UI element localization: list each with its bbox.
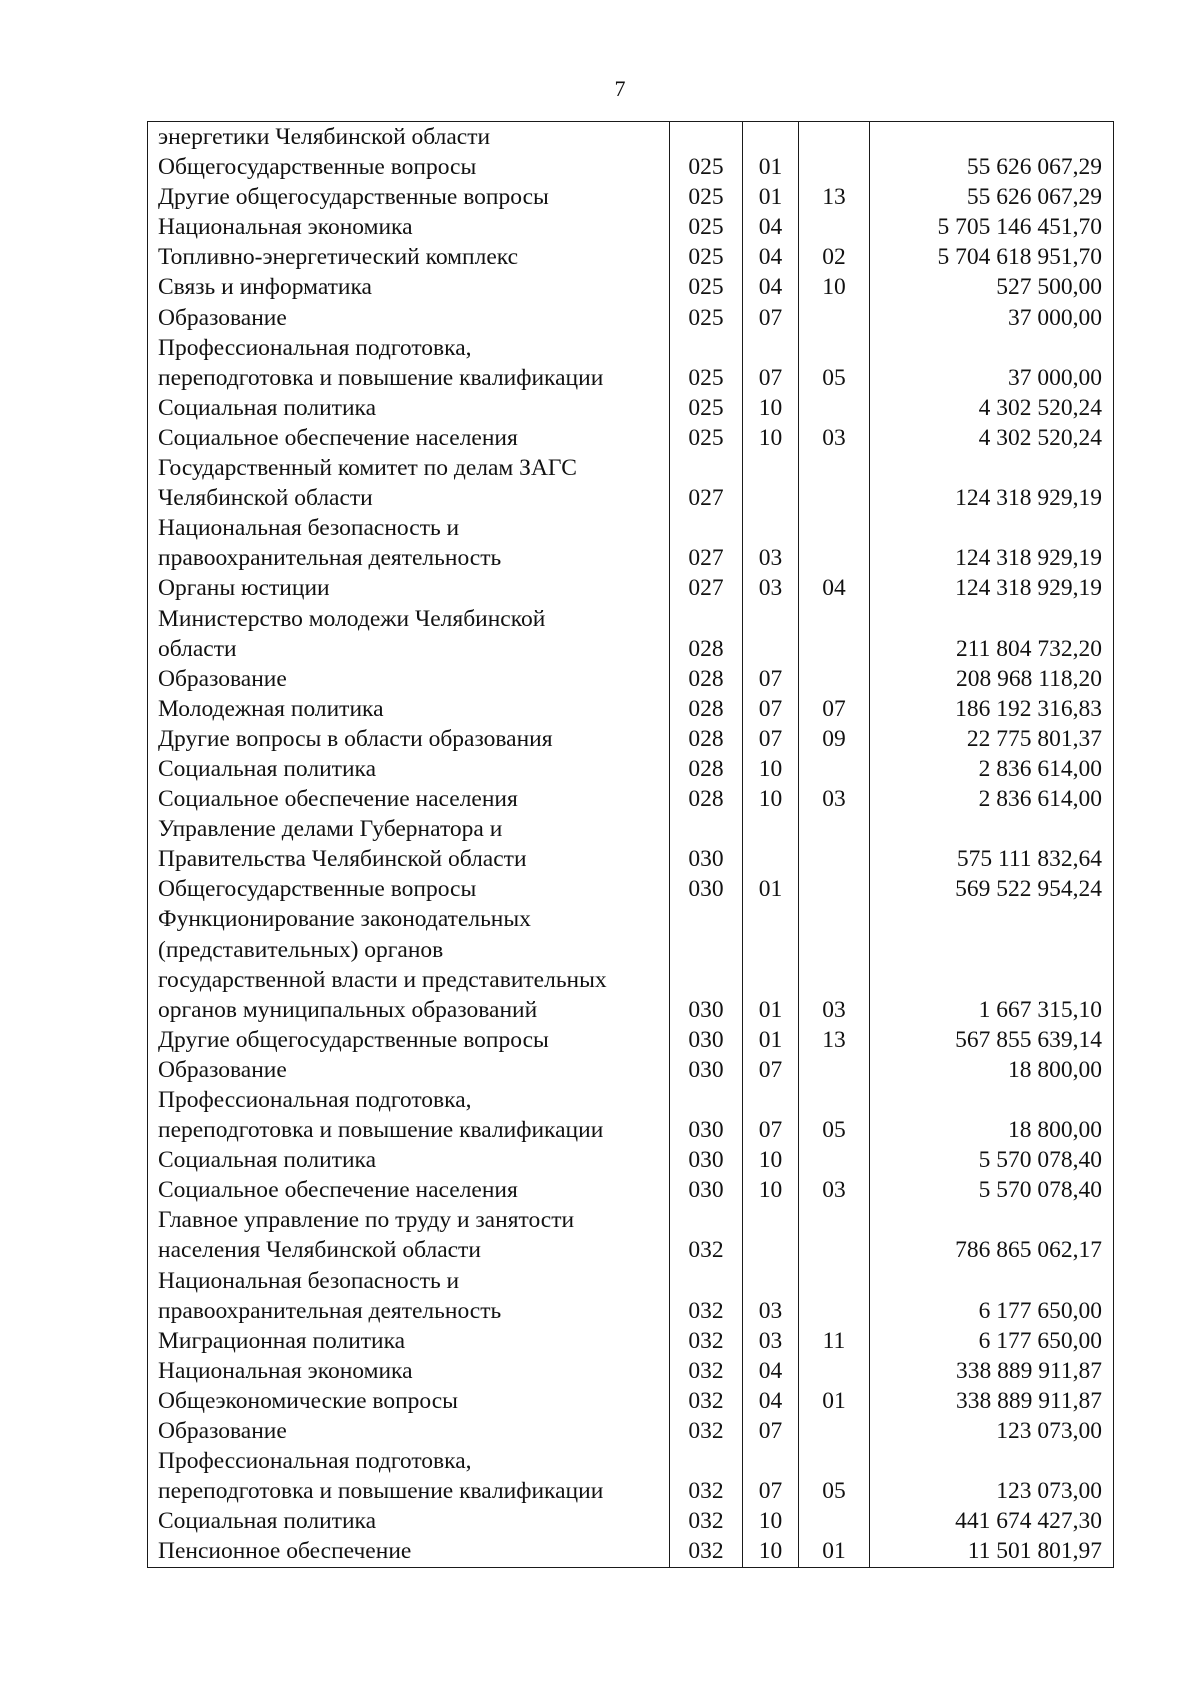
table-row — [148, 1266, 1114, 1326]
table-row — [148, 784, 1114, 814]
table-row — [148, 423, 1114, 453]
row-section-cell: 07 — [743, 1055, 799, 1085]
row-name-line: Социальное обеспечение населения — [158, 424, 518, 451]
table-row — [148, 1536, 1114, 1567]
row-name-line: Главное управление по труду и занятости — [158, 1207, 575, 1234]
row-name-line: правоохранительная деятельность — [158, 545, 502, 572]
row-amount-cell: 22 775 801,37 — [870, 724, 1114, 754]
row-section-cell: 07 — [743, 724, 799, 754]
table-row — [148, 242, 1114, 272]
table-row — [148, 754, 1114, 784]
row-name-line: Профессиональная подготовка, — [158, 1087, 472, 1113]
table-row — [148, 1446, 1114, 1506]
row-amount-cell: 567 855 639,14 — [870, 1025, 1114, 1055]
row-name-cell — [148, 1416, 670, 1446]
row-subsection-cell — [799, 1205, 870, 1265]
row-section-cell: 01 — [743, 904, 799, 1024]
row-subsection-cell — [799, 754, 870, 784]
row-name-line: Социальная политика — [158, 1147, 377, 1174]
row-code-cell: 030 — [670, 874, 743, 904]
row-name-cell — [148, 1145, 670, 1175]
row-amount-cell: 208 968 118,20 — [870, 664, 1114, 694]
row-subsection-cell: 03 — [799, 1175, 870, 1205]
row-subsection-cell — [799, 122, 870, 153]
row-subsection-cell — [799, 212, 870, 242]
row-amount-cell: 123 073,00 — [870, 1416, 1114, 1446]
row-code-cell: 030 — [670, 1145, 743, 1175]
row-name-line: переподготовка и повышение квалификации — [158, 364, 604, 391]
table-row — [148, 1145, 1114, 1175]
row-name-cell — [148, 1506, 670, 1536]
row-section-cell — [743, 604, 799, 664]
row-amount-cell: 6 177 650,00 — [870, 1326, 1114, 1356]
row-name-line: Профессиональная подготовка, — [158, 1448, 472, 1475]
row-code-cell: 027 — [670, 513, 743, 573]
row-subsection-cell: 10 — [799, 272, 870, 302]
row-name-line: Национальная безопасность и — [158, 515, 460, 542]
table-row — [148, 1175, 1114, 1205]
row-subsection-cell: 13 — [799, 182, 870, 212]
row-name-line: Национальная экономика — [158, 214, 413, 241]
table-row — [148, 333, 1114, 393]
row-subsection-cell — [799, 1266, 870, 1326]
row-subsection-cell — [799, 1356, 870, 1386]
row-amount-cell: 441 674 427,30 — [870, 1506, 1114, 1536]
row-code-cell: 027 — [670, 573, 743, 603]
table-row — [148, 1055, 1114, 1085]
row-code-cell: 032 — [670, 1446, 743, 1506]
row-name-cell — [148, 303, 670, 333]
row-section-cell: 10 — [743, 393, 799, 423]
row-code-cell: 028 — [670, 694, 743, 724]
row-name-cell — [148, 242, 670, 272]
page-number: 7 — [614, 76, 626, 101]
row-amount-cell: 123 073,00 — [870, 1446, 1114, 1506]
row-amount-cell: 4 302 520,24 — [870, 393, 1114, 423]
row-amount-cell: 18 800,00 — [870, 1085, 1114, 1145]
row-subsection-cell — [799, 874, 870, 904]
table-row — [148, 904, 1114, 1024]
row-section-cell: 10 — [743, 784, 799, 814]
row-code-cell: 032 — [670, 1266, 743, 1326]
table-row — [148, 453, 1114, 513]
table-row — [148, 573, 1114, 603]
row-name-cell — [148, 212, 670, 242]
row-code-cell: 030 — [670, 904, 743, 1024]
row-name-cell — [148, 423, 670, 453]
row-name-cell — [148, 754, 670, 784]
row-name-line: Социальная политика — [158, 394, 377, 421]
row-amount-cell: 338 889 911,87 — [870, 1356, 1114, 1386]
row-amount-cell: 6 177 650,00 — [870, 1266, 1114, 1326]
row-subsection-cell: 01 — [799, 1536, 870, 1567]
table-row — [148, 664, 1114, 694]
row-code-cell: 032 — [670, 1326, 743, 1356]
row-subsection-cell: 09 — [799, 724, 870, 754]
row-name-cell — [148, 122, 670, 153]
row-name-cell — [148, 1085, 670, 1145]
row-section-cell: 07 — [743, 1085, 799, 1145]
row-subsection-cell: 04 — [799, 573, 870, 603]
row-subsection-cell: 02 — [799, 242, 870, 272]
row-name-cell — [148, 814, 670, 874]
row-name-line: Социальное обеспечение населения — [158, 1177, 518, 1204]
table-row — [148, 1205, 1114, 1265]
row-code-cell: 032 — [670, 1536, 743, 1567]
row-amount-cell — [870, 122, 1114, 153]
row-amount-cell: 124 318 929,19 — [870, 453, 1114, 513]
row-name-line: правоохранительная деятельность — [158, 1297, 502, 1324]
row-subsection-cell: 11 — [799, 1326, 870, 1356]
row-amount-cell: 186 192 316,83 — [870, 694, 1114, 724]
table-row — [148, 724, 1114, 754]
row-subsection-cell — [799, 814, 870, 874]
row-amount-cell: 527 500,00 — [870, 272, 1114, 302]
row-name-line: Общеэкономические вопросы — [158, 1387, 458, 1414]
row-amount-cell: 18 800,00 — [870, 1055, 1114, 1085]
row-section-cell: 01 — [743, 1025, 799, 1055]
row-subsection-cell — [799, 664, 870, 694]
row-code-cell: 032 — [670, 1506, 743, 1536]
row-name-cell — [148, 1025, 670, 1055]
row-code-cell: 025 — [670, 152, 743, 182]
row-code-cell: 032 — [670, 1205, 743, 1265]
row-name-cell — [148, 1356, 670, 1386]
table-row — [148, 122, 1114, 153]
table-row — [148, 393, 1114, 423]
row-code-cell: 028 — [670, 724, 743, 754]
row-name-line: Социальная политика — [158, 1508, 377, 1535]
row-name-line: Пенсионное обеспечение — [158, 1538, 412, 1565]
row-section-cell: 07 — [743, 303, 799, 333]
row-name-cell — [148, 1205, 670, 1265]
row-name-line: Молодежная политика — [158, 695, 384, 722]
table-row — [148, 303, 1114, 333]
row-amount-cell: 5 705 146 451,70 — [870, 212, 1114, 242]
table-row — [148, 212, 1114, 242]
row-subsection-cell: 03 — [799, 784, 870, 814]
row-subsection-cell — [799, 604, 870, 664]
row-subsection-cell: 05 — [799, 333, 870, 393]
row-name-cell — [148, 784, 670, 814]
table-row — [148, 694, 1114, 724]
row-amount-cell: 37 000,00 — [870, 333, 1114, 393]
row-name-line: переподготовка и повышение квалификации — [158, 1117, 604, 1144]
budget-table — [147, 121, 1114, 1568]
row-amount-cell: 569 522 954,24 — [870, 874, 1114, 904]
table-row — [148, 513, 1114, 573]
row-name-cell — [148, 453, 670, 513]
row-name-cell — [148, 573, 670, 603]
row-name-line: Другие общегосударственные вопросы — [158, 184, 549, 211]
row-amount-cell: 2 836 614,00 — [870, 754, 1114, 784]
row-amount-cell: 4 302 520,24 — [870, 423, 1114, 453]
row-section-cell: 01 — [743, 182, 799, 212]
row-name-cell — [148, 1175, 670, 1205]
row-name-line: Другие вопросы в области образования — [158, 725, 553, 752]
row-name-cell — [148, 272, 670, 302]
row-section-cell: 03 — [743, 1326, 799, 1356]
row-amount-cell: 5 704 618 951,70 — [870, 242, 1114, 272]
row-name-line: Государственный комитет по делам ЗАГС — [158, 455, 577, 482]
row-name-cell — [148, 333, 670, 393]
row-amount-cell: 55 626 067,29 — [870, 182, 1114, 212]
row-code-cell: 032 — [670, 1356, 743, 1386]
row-amount-cell: 1 667 315,10 — [870, 904, 1114, 1024]
row-name-line: Другие общегосударственные вопросы — [158, 1026, 549, 1053]
row-amount-cell: 124 318 929,19 — [870, 513, 1114, 573]
row-name-cell — [148, 513, 670, 573]
row-name-line: Миграционная политика — [158, 1327, 406, 1354]
row-name-line: органов муниципальных образований — [158, 996, 538, 1023]
row-amount-cell: 11 501 801,97 — [870, 1536, 1114, 1567]
row-name-cell — [148, 1446, 670, 1506]
table-row — [148, 1326, 1114, 1356]
row-code-cell: 025 — [670, 423, 743, 453]
row-code-cell: 032 — [670, 1386, 743, 1416]
row-code-cell: 028 — [670, 604, 743, 664]
row-section-cell: 07 — [743, 694, 799, 724]
row-name-line: населения Челябинской области — [158, 1237, 481, 1264]
row-subsection-cell: 01 — [799, 1386, 870, 1416]
row-name-cell — [148, 1326, 670, 1356]
row-section-cell: 07 — [743, 1446, 799, 1506]
row-name-cell — [148, 1055, 670, 1085]
table-row — [148, 1506, 1114, 1536]
row-code-cell: 025 — [670, 242, 743, 272]
row-name-line: Топливно-энергетический комплекс — [158, 244, 519, 271]
row-section-cell: 04 — [743, 1356, 799, 1386]
row-name-line: Челябинской области — [158, 485, 373, 512]
row-name-line: Функционирование законодательных — [158, 906, 531, 933]
table-row — [148, 1025, 1114, 1055]
row-subsection-cell — [799, 1416, 870, 1446]
row-subsection-cell — [799, 513, 870, 573]
row-subsection-cell — [799, 303, 870, 333]
row-subsection-cell: 05 — [799, 1085, 870, 1145]
row-name-line: Социальное обеспечение населения — [158, 786, 518, 813]
row-section-cell — [743, 122, 799, 153]
row-code-cell: 028 — [670, 784, 743, 814]
row-name-line: переподготовка и повышение квалификации — [158, 1478, 604, 1505]
row-name-cell — [148, 182, 670, 212]
row-code-cell: 030 — [670, 1175, 743, 1205]
table-row — [148, 182, 1114, 212]
table-row — [148, 152, 1114, 182]
row-code-cell: 025 — [670, 212, 743, 242]
row-section-cell: 03 — [743, 573, 799, 603]
row-subsection-cell — [799, 1145, 870, 1175]
row-name-line: энергетики Челябинской области — [158, 124, 491, 150]
row-name-line: области — [158, 635, 237, 662]
row-code-cell: 025 — [670, 182, 743, 212]
row-code-cell — [670, 122, 743, 153]
row-amount-cell: 575 111 832,64 — [870, 814, 1114, 874]
row-section-cell: 04 — [743, 1386, 799, 1416]
row-section-cell — [743, 1205, 799, 1265]
row-name-cell — [148, 393, 670, 423]
row-name-cell — [148, 152, 670, 182]
row-code-cell: 030 — [670, 1025, 743, 1055]
row-section-cell: 03 — [743, 513, 799, 573]
row-code-cell: 028 — [670, 664, 743, 694]
row-name-line: Национальная экономика — [158, 1357, 413, 1384]
budget-table-body — [148, 122, 1114, 1568]
row-name-line: Управление делами Губернатора и — [158, 816, 503, 843]
row-subsection-cell — [799, 393, 870, 423]
row-subsection-cell — [799, 453, 870, 513]
row-name-line: Профессиональная подготовка, — [158, 334, 472, 361]
row-name-line: Общегосударственные вопросы — [158, 876, 477, 903]
row-name-cell — [148, 664, 670, 694]
row-name-line: Социальная политика — [158, 755, 377, 782]
row-name-cell — [148, 1536, 670, 1567]
table-row — [148, 1416, 1114, 1446]
row-name-line: Образование — [158, 665, 287, 692]
row-subsection-cell — [799, 1506, 870, 1536]
row-name-cell — [148, 1386, 670, 1416]
row-code-cell: 025 — [670, 272, 743, 302]
table-row — [148, 814, 1114, 874]
row-code-cell: 025 — [670, 303, 743, 333]
row-subsection-cell: 05 — [799, 1446, 870, 1506]
row-amount-cell: 786 865 062,17 — [870, 1205, 1114, 1265]
row-name-cell — [148, 904, 670, 1024]
row-section-cell: 10 — [743, 1175, 799, 1205]
table-row — [148, 1356, 1114, 1386]
table-row — [148, 272, 1114, 302]
row-name-line: государственной власти и представительных — [158, 966, 607, 993]
row-amount-cell: 2 836 614,00 — [870, 784, 1114, 814]
row-section-cell: 04 — [743, 242, 799, 272]
row-subsection-cell — [799, 1055, 870, 1085]
row-section-cell: 10 — [743, 1145, 799, 1175]
row-name-cell — [148, 724, 670, 754]
row-section-cell: 07 — [743, 664, 799, 694]
row-section-cell: 01 — [743, 874, 799, 904]
row-name-line: Образование — [158, 304, 287, 331]
row-name-line: Национальная безопасность и — [158, 1267, 460, 1294]
row-code-cell: 027 — [670, 453, 743, 513]
row-amount-cell: 338 889 911,87 — [870, 1386, 1114, 1416]
row-code-cell: 025 — [670, 393, 743, 423]
table-row — [148, 1386, 1114, 1416]
table-row — [148, 874, 1114, 904]
row-subsection-cell: 03 — [799, 904, 870, 1024]
row-name-line: Общегосударственные вопросы — [158, 154, 477, 181]
row-section-cell: 07 — [743, 1416, 799, 1446]
row-code-cell: 030 — [670, 1055, 743, 1085]
row-amount-cell: 55 626 067,29 — [870, 152, 1114, 182]
row-subsection-cell: 07 — [799, 694, 870, 724]
row-amount-cell: 124 318 929,19 — [870, 573, 1114, 603]
row-section-cell: 07 — [743, 333, 799, 393]
row-name-cell — [148, 694, 670, 724]
table-row — [148, 604, 1114, 664]
row-name-line: Министерство молодежи Челябинской — [158, 605, 546, 632]
row-code-cell: 032 — [670, 1416, 743, 1446]
row-name-cell — [148, 1266, 670, 1326]
row-section-cell: 10 — [743, 1506, 799, 1536]
row-amount-cell: 5 570 078,40 — [870, 1175, 1114, 1205]
row-name-line: (представительных) органов — [158, 936, 444, 963]
row-name-line: Образование — [158, 1056, 287, 1083]
row-section-cell — [743, 453, 799, 513]
row-name-line: Правительства Челябинской области — [158, 846, 527, 873]
row-name-line: Связь и информатика — [158, 274, 372, 301]
row-subsection-cell: 13 — [799, 1025, 870, 1055]
row-section-cell: 10 — [743, 1536, 799, 1567]
row-section-cell: 01 — [743, 152, 799, 182]
row-subsection-cell: 03 — [799, 423, 870, 453]
row-amount-cell: 211 804 732,20 — [870, 604, 1114, 664]
table-row — [148, 1085, 1114, 1145]
row-amount-cell: 37 000,00 — [870, 303, 1114, 333]
row-code-cell: 030 — [670, 814, 743, 874]
row-code-cell: 025 — [670, 333, 743, 393]
row-code-cell: 028 — [670, 754, 743, 784]
row-amount-cell: 5 570 078,40 — [870, 1145, 1114, 1175]
row-section-cell: 04 — [743, 272, 799, 302]
row-name-cell — [148, 604, 670, 664]
row-section-cell — [743, 814, 799, 874]
row-section-cell: 10 — [743, 423, 799, 453]
row-section-cell: 10 — [743, 754, 799, 784]
row-name-line: Образование — [158, 1418, 287, 1445]
row-name-cell — [148, 874, 670, 904]
row-section-cell: 03 — [743, 1266, 799, 1326]
row-section-cell: 04 — [743, 212, 799, 242]
row-code-cell: 030 — [670, 1085, 743, 1145]
row-name-line: Органы юстиции — [158, 575, 330, 602]
row-subsection-cell — [799, 152, 870, 182]
